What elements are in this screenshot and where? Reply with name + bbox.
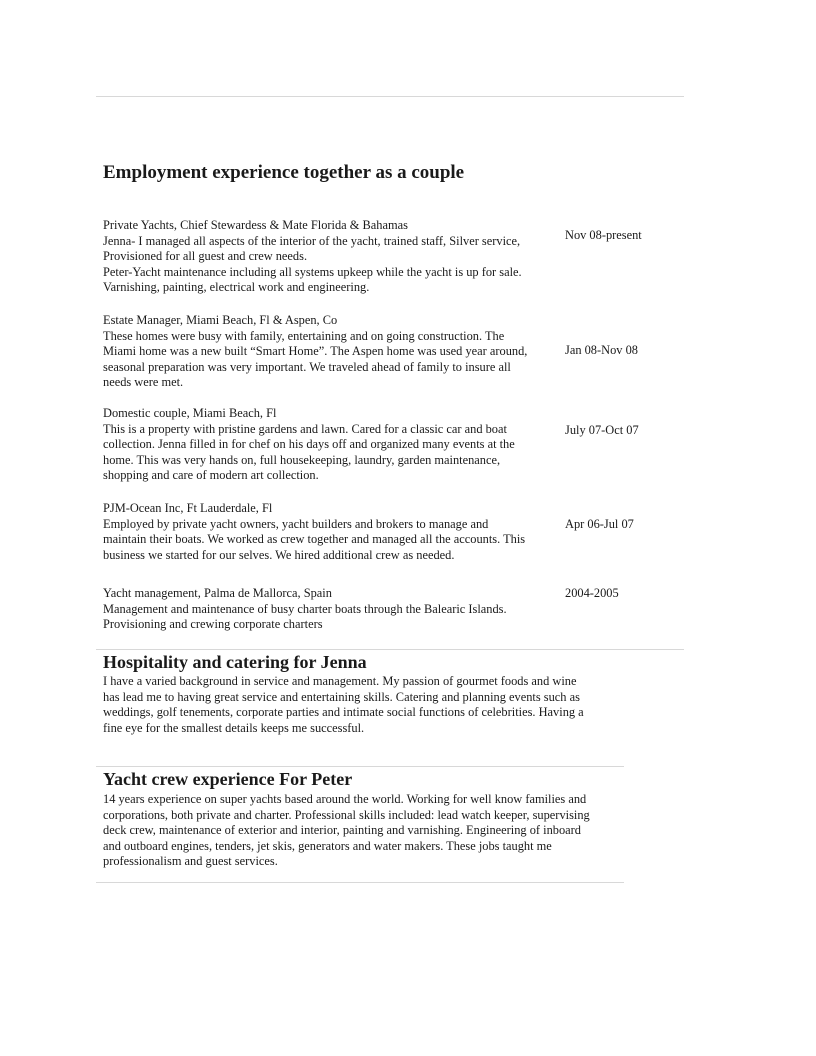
job-description-line: Employed by private yacht owners, yacht builders and brokers to manage and xyxy=(103,516,489,531)
job-date: July 07-Oct 07 xyxy=(565,423,639,437)
job-description-line: needs were met. xyxy=(103,375,184,389)
job-entry xyxy=(103,586,563,633)
paragraph-line: weddings, golf tenements, corporate parties and intimate social functions of celebrities. Having a xyxy=(103,705,584,719)
job-date: Jan 08-Nov 08 xyxy=(565,343,638,357)
hospitality-paragraph xyxy=(103,674,623,736)
paragraph-line: corporations, both private and charter. Professional skills included: lead watch keeper, supervising xyxy=(103,807,590,822)
job-title: Estate Manager, Miami Beach, Fl & Aspen, Co xyxy=(103,313,338,327)
job-entry xyxy=(103,313,563,391)
job-description-line: collection. Jenna filled in for chef on his days off and organized many events at the xyxy=(103,437,515,451)
job-description-line: These homes were busy with family, entertaining and on going construction. The xyxy=(103,328,505,343)
paragraph-line: fine eye for the smallest details keeps me successful. xyxy=(103,720,365,735)
section-divider xyxy=(96,649,684,650)
job-description-line: Peter-Yacht maintenance including all systems upkeep while the yacht is up for sale. xyxy=(103,264,522,279)
paragraph-line: 14 years experience on super yachts based around the world. Working for well know families and xyxy=(103,792,587,806)
job-description-line: shopping and care of modern art collection. xyxy=(103,468,319,482)
job-description-line: Jenna- I managed all aspects of the interior of the yacht, trained staff, Silver service, xyxy=(103,233,521,248)
job-title: Yacht management, Palma de Mallorca, Spain xyxy=(103,586,332,600)
top-divider xyxy=(96,96,684,97)
job-description-line: Varnishing, painting, electrical work and engineering. xyxy=(103,280,370,294)
job-description-line: Provisioning and crewing corporate charters xyxy=(103,617,323,631)
job-description-line: Miami home was a new built “Smart Home”. The Aspen home was used year around, xyxy=(103,344,528,358)
job-description-line: Management and maintenance of busy charter boats through the Balearic Islands. xyxy=(103,601,507,616)
yacht-crew-paragraph xyxy=(103,792,623,870)
job-date: Apr 06-Jul 07 xyxy=(565,517,634,531)
job-entry xyxy=(103,218,563,296)
job-description-line: Provisioned for all guest and crew needs. xyxy=(103,249,308,263)
hospitality-heading: Hospitality and catering for Jenna xyxy=(103,652,367,672)
job-title: Domestic couple, Miami Beach, Fl xyxy=(103,406,277,420)
job-description-line: business we started for our selves. We hired additional crew as needed. xyxy=(103,547,455,562)
job-description-line: This is a property with pristine gardens and lawn. Cared for a classic car and boat xyxy=(103,421,507,436)
job-date: 2004-2005 xyxy=(565,586,619,600)
employment-heading: Employment experience together as a couple xyxy=(103,162,465,183)
bottom-divider xyxy=(96,882,624,883)
job-date: Nov 08-present xyxy=(565,228,642,242)
yacht-crew-heading: Yacht crew experience For Peter xyxy=(103,769,353,789)
job-entry xyxy=(103,406,563,484)
job-entry xyxy=(103,501,563,563)
job-title: Private Yachts, Chief Stewardess & Mate Florida & Bahamas xyxy=(103,218,408,232)
paragraph-line: professionalism and guest services. xyxy=(103,854,278,868)
paragraph-line: deck crew, maintenance of exterior and interior, painting and varnishing. Engineering of inboard xyxy=(103,823,581,837)
section-divider xyxy=(96,766,624,767)
paragraph-line: has lead me to having great service and entertaining skills. Catering and planning events such as xyxy=(103,689,580,704)
job-description-line: maintain their boats. We worked as crew together and managed all the accounts. This xyxy=(103,532,526,546)
job-description-line: home. This was very hands on, full housekeeping, laundry, garden maintenance, xyxy=(103,452,501,467)
job-description-line: seasonal preparation was very important. We traveled ahead of family to insure all xyxy=(103,359,511,374)
paragraph-line: and outboard engines, tenders, jet skis, generators and water makers. These jobs taught me xyxy=(103,838,552,853)
paragraph-line: I have a varied background in service and management. My passion of gourmet foods and wine xyxy=(103,674,577,688)
job-title: PJM-Ocean Inc, Ft Lauderdale, Fl xyxy=(103,501,273,515)
